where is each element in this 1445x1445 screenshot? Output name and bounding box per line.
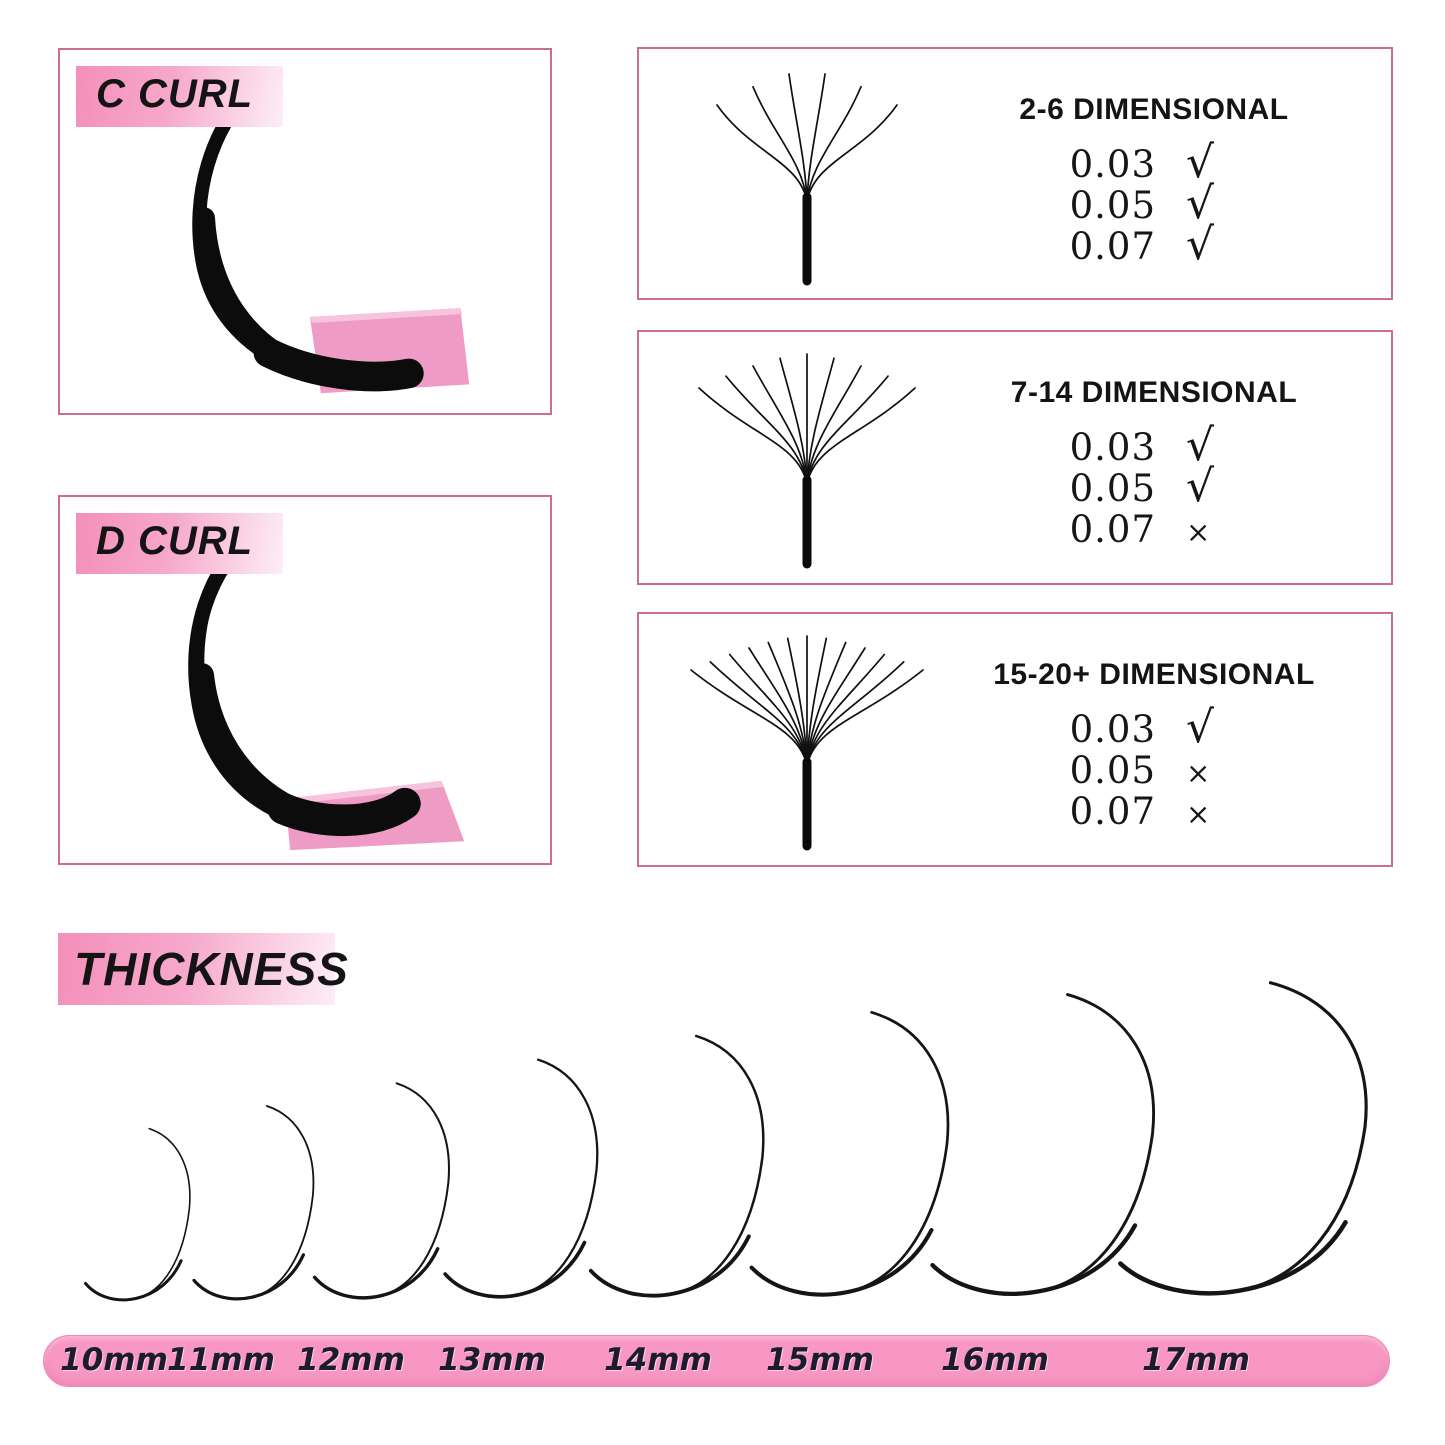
fan-image-7-14 [675,340,939,575]
thickness-value: 0.07 [1069,790,1156,833]
fan-image-15-20 [675,622,939,857]
d-curl-label [76,513,283,574]
spec-row [989,219,1319,270]
thickness-value: 0.05 [1069,184,1156,227]
dim-title-2-6: 2-6 DIMENSIONAL [1019,93,1289,126]
d-curl-panel [58,495,552,865]
c-curl-panel [58,48,552,415]
availability-mark: × [1186,797,1211,831]
lash-arc-17mm [1112,978,1390,1308]
spec-row [989,178,1319,229]
spec-row [989,420,1319,471]
thickness-heading [58,933,349,1005]
thickness-value: 0.03 [1069,143,1156,186]
lash-arc-11mm [190,1103,325,1308]
availability-mark: × [1186,515,1211,549]
dim-rows-15-20 [989,702,1319,833]
length-label: 15mm [766,1342,874,1378]
spec-row [989,790,1319,831]
spec-row [989,137,1319,188]
availability-mark: × [1186,756,1211,790]
availability-mark: √ [1186,178,1215,229]
length-label: 12mm [297,1342,405,1378]
availability-mark: √ [1186,137,1215,188]
thickness-value: 0.05 [1069,467,1156,510]
c-curl-label-text: C CURL [96,72,254,116]
thickness-value: 0.05 [1069,749,1156,792]
dim-title-15-20: 15-20+ DIMENSIONAL [993,658,1315,691]
availability-mark: √ [1186,461,1215,512]
spec-row [989,508,1319,549]
dim-text-15-20 [989,658,1319,831]
dim-rows-7-14 [989,420,1319,551]
thickness-value: 0.07 [1069,508,1156,551]
length-label: 16mm [941,1342,1049,1378]
length-label: 11mm [167,1342,275,1378]
spec-row [989,749,1319,790]
dimensional-panel-2-6 [637,47,1393,300]
length-label: 17mm [1142,1342,1250,1378]
availability-mark: √ [1186,702,1215,753]
lash-arc-10mm [82,1126,200,1308]
availability-mark: √ [1186,420,1215,471]
length-label: 13mm [438,1342,546,1378]
length-label: 10mm [60,1342,168,1378]
length-label: 14mm [604,1342,712,1378]
dim-title-7-14: 7-14 DIMENSIONAL [1010,376,1298,409]
fan-image-2-6 [675,57,939,292]
thickness-value: 0.03 [1069,708,1156,751]
thickness-value: 0.07 [1069,225,1156,268]
thickness-value: 0.03 [1069,426,1156,469]
dimensional-panel-7-14 [637,330,1393,585]
d-curl-label-text: D CURL [96,519,254,563]
dim-text-7-14 [989,376,1319,549]
c-curl-label [76,66,283,127]
dim-rows-2-6 [989,137,1319,270]
spec-row [989,461,1319,512]
dim-text-2-6 [989,93,1319,270]
spec-row [989,702,1319,753]
availability-mark: √ [1186,219,1215,270]
dimensional-panel-15-20 [637,612,1393,867]
thickness-heading-text: THICKNESS [74,943,349,995]
